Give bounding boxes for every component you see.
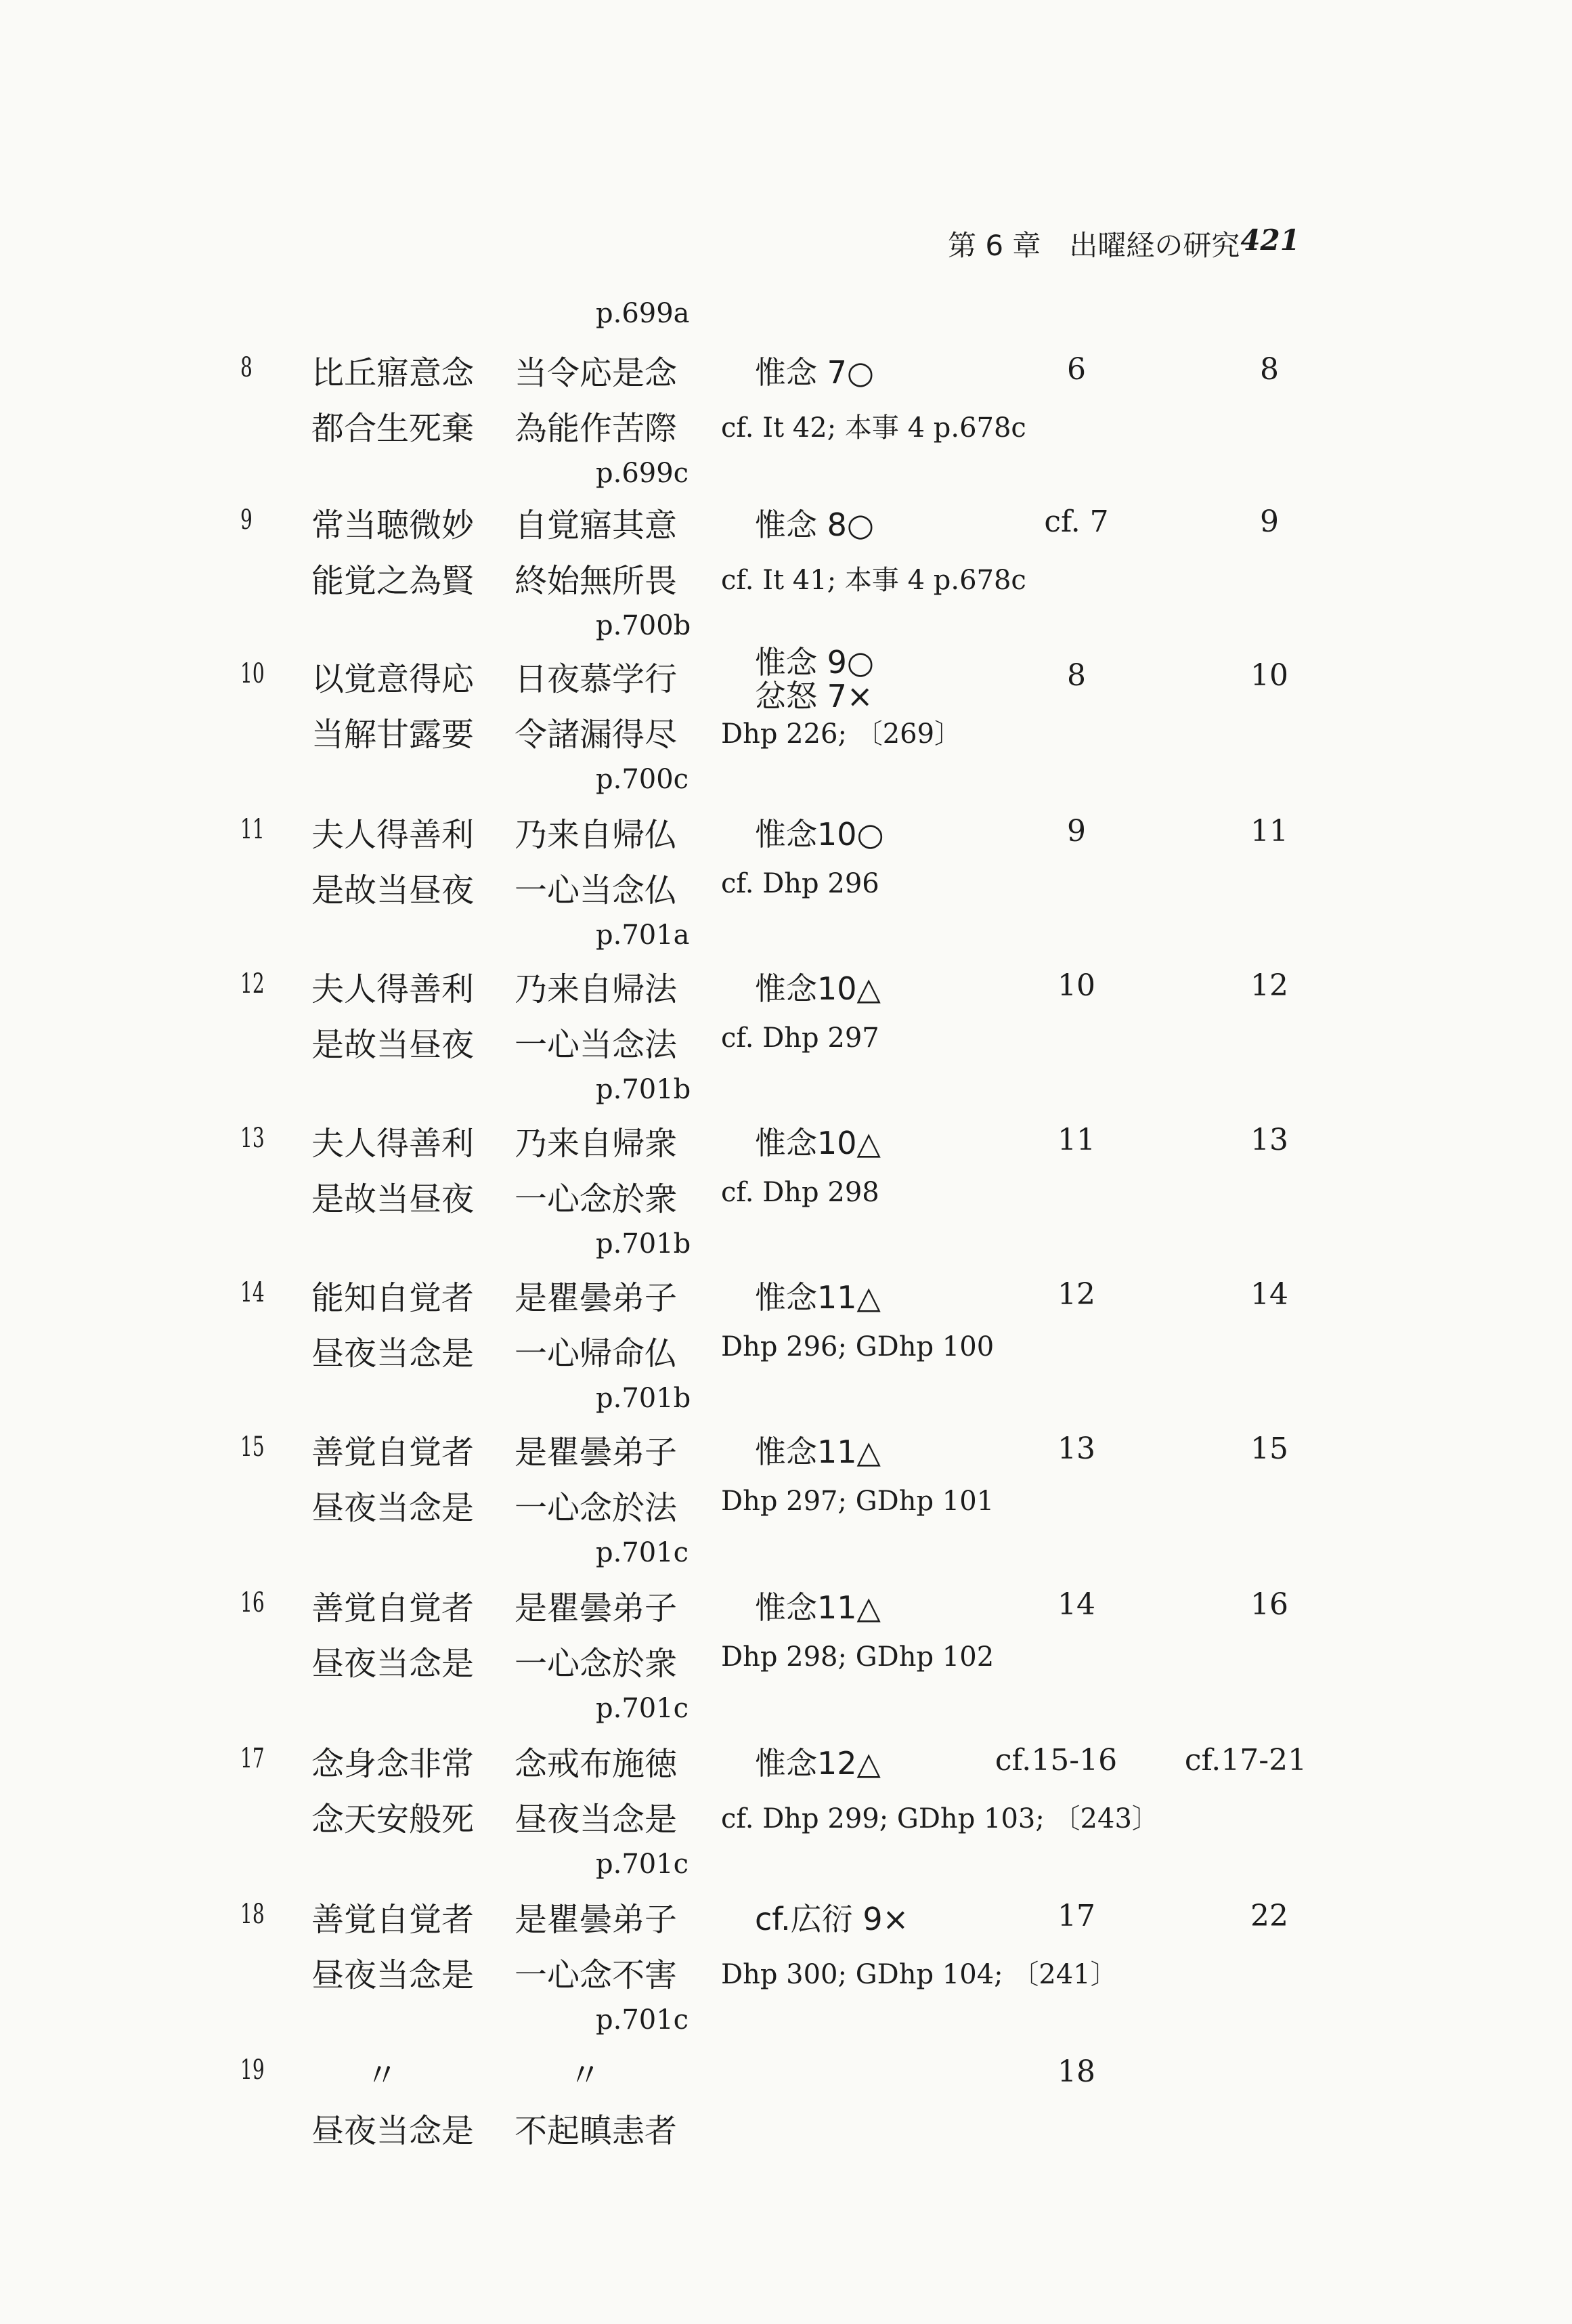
verse-line-a2: 是瞿曇弟子 bbox=[515, 1279, 678, 1317]
page-ref: p.701b bbox=[596, 1228, 691, 1260]
parallel-ref: 惟念11△ bbox=[755, 1279, 881, 1316]
verse-line-a1: 善覚自覚者 bbox=[311, 1434, 475, 1471]
verse-line-a1: 念身念非常 bbox=[311, 1745, 475, 1783]
verse-line-b1: 昼夜当念是 bbox=[311, 1489, 475, 1527]
verse-line-b1: 是故当昼夜 bbox=[311, 1180, 475, 1218]
verse-line-a2: 乃来自帰仏 bbox=[515, 816, 678, 854]
verse-line-b1: 昼夜当念是 bbox=[311, 1645, 475, 1683]
verse-line-b2: 一心帰命仏 bbox=[515, 1335, 678, 1373]
cross-reference: cf. It 42; 本事 4 p.678c bbox=[721, 412, 1026, 444]
col-ref-1: cf.15-16 bbox=[995, 1743, 1118, 1778]
col-ref-2: 22 bbox=[1250, 1899, 1288, 1933]
verse-line-a2: 乃来自帰衆 bbox=[515, 1125, 678, 1163]
verse-entry-14 bbox=[0, 1277, 1572, 1426]
page-ref: p.699c bbox=[596, 458, 689, 489]
verse-entry-11 bbox=[0, 814, 1572, 963]
verse-line-a2: 乃来自帰法 bbox=[515, 970, 678, 1008]
chapter-title: 第 6 章 出曜経の研究 bbox=[948, 229, 1240, 262]
verse-line-a2: 当令応是念 bbox=[515, 354, 678, 392]
verse-line-b2: 不起瞋恚者 bbox=[515, 2112, 678, 2150]
verse-number: 10 bbox=[240, 658, 265, 689]
verse-number: 19 bbox=[240, 2054, 265, 2086]
col-ref-1: cf. 7 bbox=[1044, 504, 1109, 539]
col-ref-1: 12 bbox=[1057, 1277, 1095, 1312]
cross-reference: cf. Dhp 299; GDhp 103; 〔243〕 bbox=[721, 1803, 1159, 1834]
col-ref-2: 12 bbox=[1250, 968, 1288, 1003]
verse-entry-9 bbox=[0, 504, 1572, 653]
parallel-ref: 惟念10△ bbox=[755, 970, 881, 1007]
verse-number: 17 bbox=[240, 1743, 265, 1774]
cross-reference: cf. Dhp 296 bbox=[721, 868, 879, 899]
cross-reference: Dhp 300; GDhp 104; 〔241〕 bbox=[721, 1959, 1118, 1990]
parallel-ref: 惟念11△ bbox=[755, 1434, 881, 1470]
verse-line-a1: 常当聴微妙 bbox=[311, 507, 475, 544]
col-ref-2: 8 bbox=[1260, 352, 1279, 387]
verse-entry-15 bbox=[0, 1432, 1572, 1580]
verse-entry-8 bbox=[0, 352, 1572, 501]
col-ref-2: 10 bbox=[1250, 658, 1288, 693]
verse-line-a1: 能知自覚者 bbox=[311, 1279, 475, 1317]
verse-line-b2: 一心念於衆 bbox=[515, 1645, 678, 1683]
page-ref: p.700b bbox=[596, 610, 691, 641]
verse-line-a1: 善覚自覚者 bbox=[311, 1901, 475, 1939]
page-ref: p.700c bbox=[596, 764, 689, 795]
col-ref-2: cf.17-21 bbox=[1184, 1743, 1307, 1778]
page-ref: p.701c bbox=[596, 1849, 689, 1880]
page-header bbox=[948, 223, 1300, 271]
verse-number: 14 bbox=[240, 1277, 265, 1308]
col-ref-2: 15 bbox=[1250, 1432, 1288, 1466]
verse-entry-13 bbox=[0, 1123, 1572, 1272]
verse-line-a1: 善覚自覚者 bbox=[311, 1589, 475, 1627]
cross-reference: cf. It 41; 本事 4 p.678c bbox=[721, 565, 1026, 596]
cross-reference: Dhp 226; 〔269〕 bbox=[721, 718, 962, 750]
verse-line-b1: 是故当昼夜 bbox=[311, 872, 475, 909]
verse-line-a2: 〃 bbox=[569, 2057, 602, 2094]
verse-entry-17 bbox=[0, 1743, 1572, 1892]
page-ref: p.701b bbox=[596, 1383, 691, 1414]
verse-line-b2: 一心念於衆 bbox=[515, 1180, 678, 1218]
verse-line-a1: 〃 bbox=[366, 2057, 399, 2094]
verse-line-a2: 念戒布施徳 bbox=[515, 1745, 678, 1783]
verse-line-a2: 自覚寤其意 bbox=[515, 507, 678, 544]
parallel-ref-2: 忿怒 7× bbox=[755, 678, 873, 714]
parallel-ref: cf.広衍 9× bbox=[755, 1901, 909, 1937]
cross-reference: cf. Dhp 297 bbox=[721, 1023, 879, 1054]
cross-reference: cf. Dhp 298 bbox=[721, 1177, 879, 1208]
verse-number: 16 bbox=[240, 1587, 265, 1618]
page-ref: p.701b bbox=[596, 1074, 691, 1105]
cross-reference: Dhp 298; GDhp 102 bbox=[721, 1641, 995, 1673]
verse-line-b1: 昼夜当念是 bbox=[311, 2112, 475, 2150]
verse-line-b2: 一心念於法 bbox=[515, 1489, 678, 1527]
col-ref-1: 6 bbox=[1067, 352, 1086, 387]
page-ref: p.701c bbox=[596, 1537, 689, 1568]
parallel-ref: 惟念12△ bbox=[755, 1745, 881, 1782]
verse-line-b2: 一心念不害 bbox=[515, 1956, 678, 1994]
verse-entry-10 bbox=[0, 644, 1572, 807]
col-ref-1: 13 bbox=[1057, 1432, 1095, 1466]
page-number: 421 bbox=[1240, 223, 1300, 257]
verse-line-a1: 以覚意得応 bbox=[311, 660, 475, 698]
verse-line-b1: 能覚之為賢 bbox=[311, 562, 475, 600]
col-ref-2: 9 bbox=[1260, 504, 1279, 539]
verse-number: 8 bbox=[240, 352, 253, 383]
col-ref-1: 9 bbox=[1067, 814, 1086, 848]
verse-line-a1: 夫人得善利 bbox=[311, 816, 475, 854]
verse-line-b2: 昼夜当念是 bbox=[515, 1801, 678, 1838]
verse-entry-18 bbox=[0, 1899, 1572, 2048]
verse-line-b2: 令諸漏得尽 bbox=[515, 716, 678, 754]
verse-entry-19 bbox=[0, 2054, 1572, 2203]
parallel-ref: 惟念10○ bbox=[755, 816, 884, 853]
col-ref-1: 10 bbox=[1057, 968, 1095, 1003]
verse-line-a2: 日夜慕学行 bbox=[515, 660, 678, 698]
col-ref-1: 11 bbox=[1057, 1123, 1095, 1157]
verse-number: 18 bbox=[240, 1899, 265, 1930]
col-ref-2: 13 bbox=[1250, 1123, 1288, 1157]
cross-reference: Dhp 297; GDhp 101 bbox=[721, 1486, 995, 1517]
verse-line-b2: 一心当念法 bbox=[515, 1026, 678, 1064]
verse-line-a1: 夫人得善利 bbox=[311, 970, 475, 1008]
cross-reference: Dhp 296; GDhp 100 bbox=[721, 1331, 995, 1362]
verse-line-a1: 夫人得善利 bbox=[311, 1125, 475, 1163]
verse-line-b2: 一心当念仏 bbox=[515, 872, 678, 909]
col-ref-1: 8 bbox=[1067, 658, 1086, 693]
page-ref: p.701c bbox=[596, 2004, 689, 2036]
verse-number: 15 bbox=[240, 1432, 265, 1463]
col-ref-2: 11 bbox=[1250, 814, 1288, 848]
verse-number: 9 bbox=[240, 504, 253, 536]
parallel-ref: 惟念 7○ bbox=[755, 354, 875, 391]
col-ref-2: 16 bbox=[1250, 1587, 1288, 1622]
parallel-ref: 惟念 8○ bbox=[755, 507, 875, 543]
page-ref: p.701c bbox=[596, 1693, 689, 1724]
verse-line-b1: 昼夜当念是 bbox=[311, 1956, 475, 1994]
top-page-ref: p.699a bbox=[596, 298, 690, 329]
parallel-ref: 惟念11△ bbox=[755, 1589, 881, 1626]
verse-line-b1: 昼夜当念是 bbox=[311, 1335, 475, 1373]
verse-line-b2: 終始無所畏 bbox=[515, 562, 678, 600]
verse-line-a1: 比丘寤意念 bbox=[311, 354, 475, 392]
col-ref-1: 18 bbox=[1057, 2054, 1095, 2089]
col-ref-1: 14 bbox=[1057, 1587, 1095, 1622]
verse-line-b1: 念天安般死 bbox=[311, 1801, 475, 1838]
verse-line-b1: 都合生死棄 bbox=[311, 410, 475, 448]
verse-number: 11 bbox=[240, 814, 265, 845]
col-ref-1: 17 bbox=[1057, 1899, 1095, 1933]
verse-line-b1: 当解甘露要 bbox=[311, 716, 475, 754]
parallel-ref: 惟念10△ bbox=[755, 1125, 881, 1161]
page-ref: p.701a bbox=[596, 920, 690, 951]
verse-number: 12 bbox=[240, 968, 265, 999]
verse-number: 13 bbox=[240, 1123, 265, 1154]
parallel-ref: 惟念 9○ bbox=[755, 644, 875, 681]
verse-entry-16 bbox=[0, 1587, 1572, 1736]
verse-entry-12 bbox=[0, 968, 1572, 1117]
verse-line-b1: 是故当昼夜 bbox=[311, 1026, 475, 1064]
verse-line-a2: 是瞿曇弟子 bbox=[515, 1901, 678, 1939]
col-ref-2: 14 bbox=[1250, 1277, 1288, 1312]
verse-line-a2: 是瞿曇弟子 bbox=[515, 1589, 678, 1627]
verse-line-a2: 是瞿曇弟子 bbox=[515, 1434, 678, 1471]
verse-line-b2: 為能作苦際 bbox=[515, 410, 678, 448]
